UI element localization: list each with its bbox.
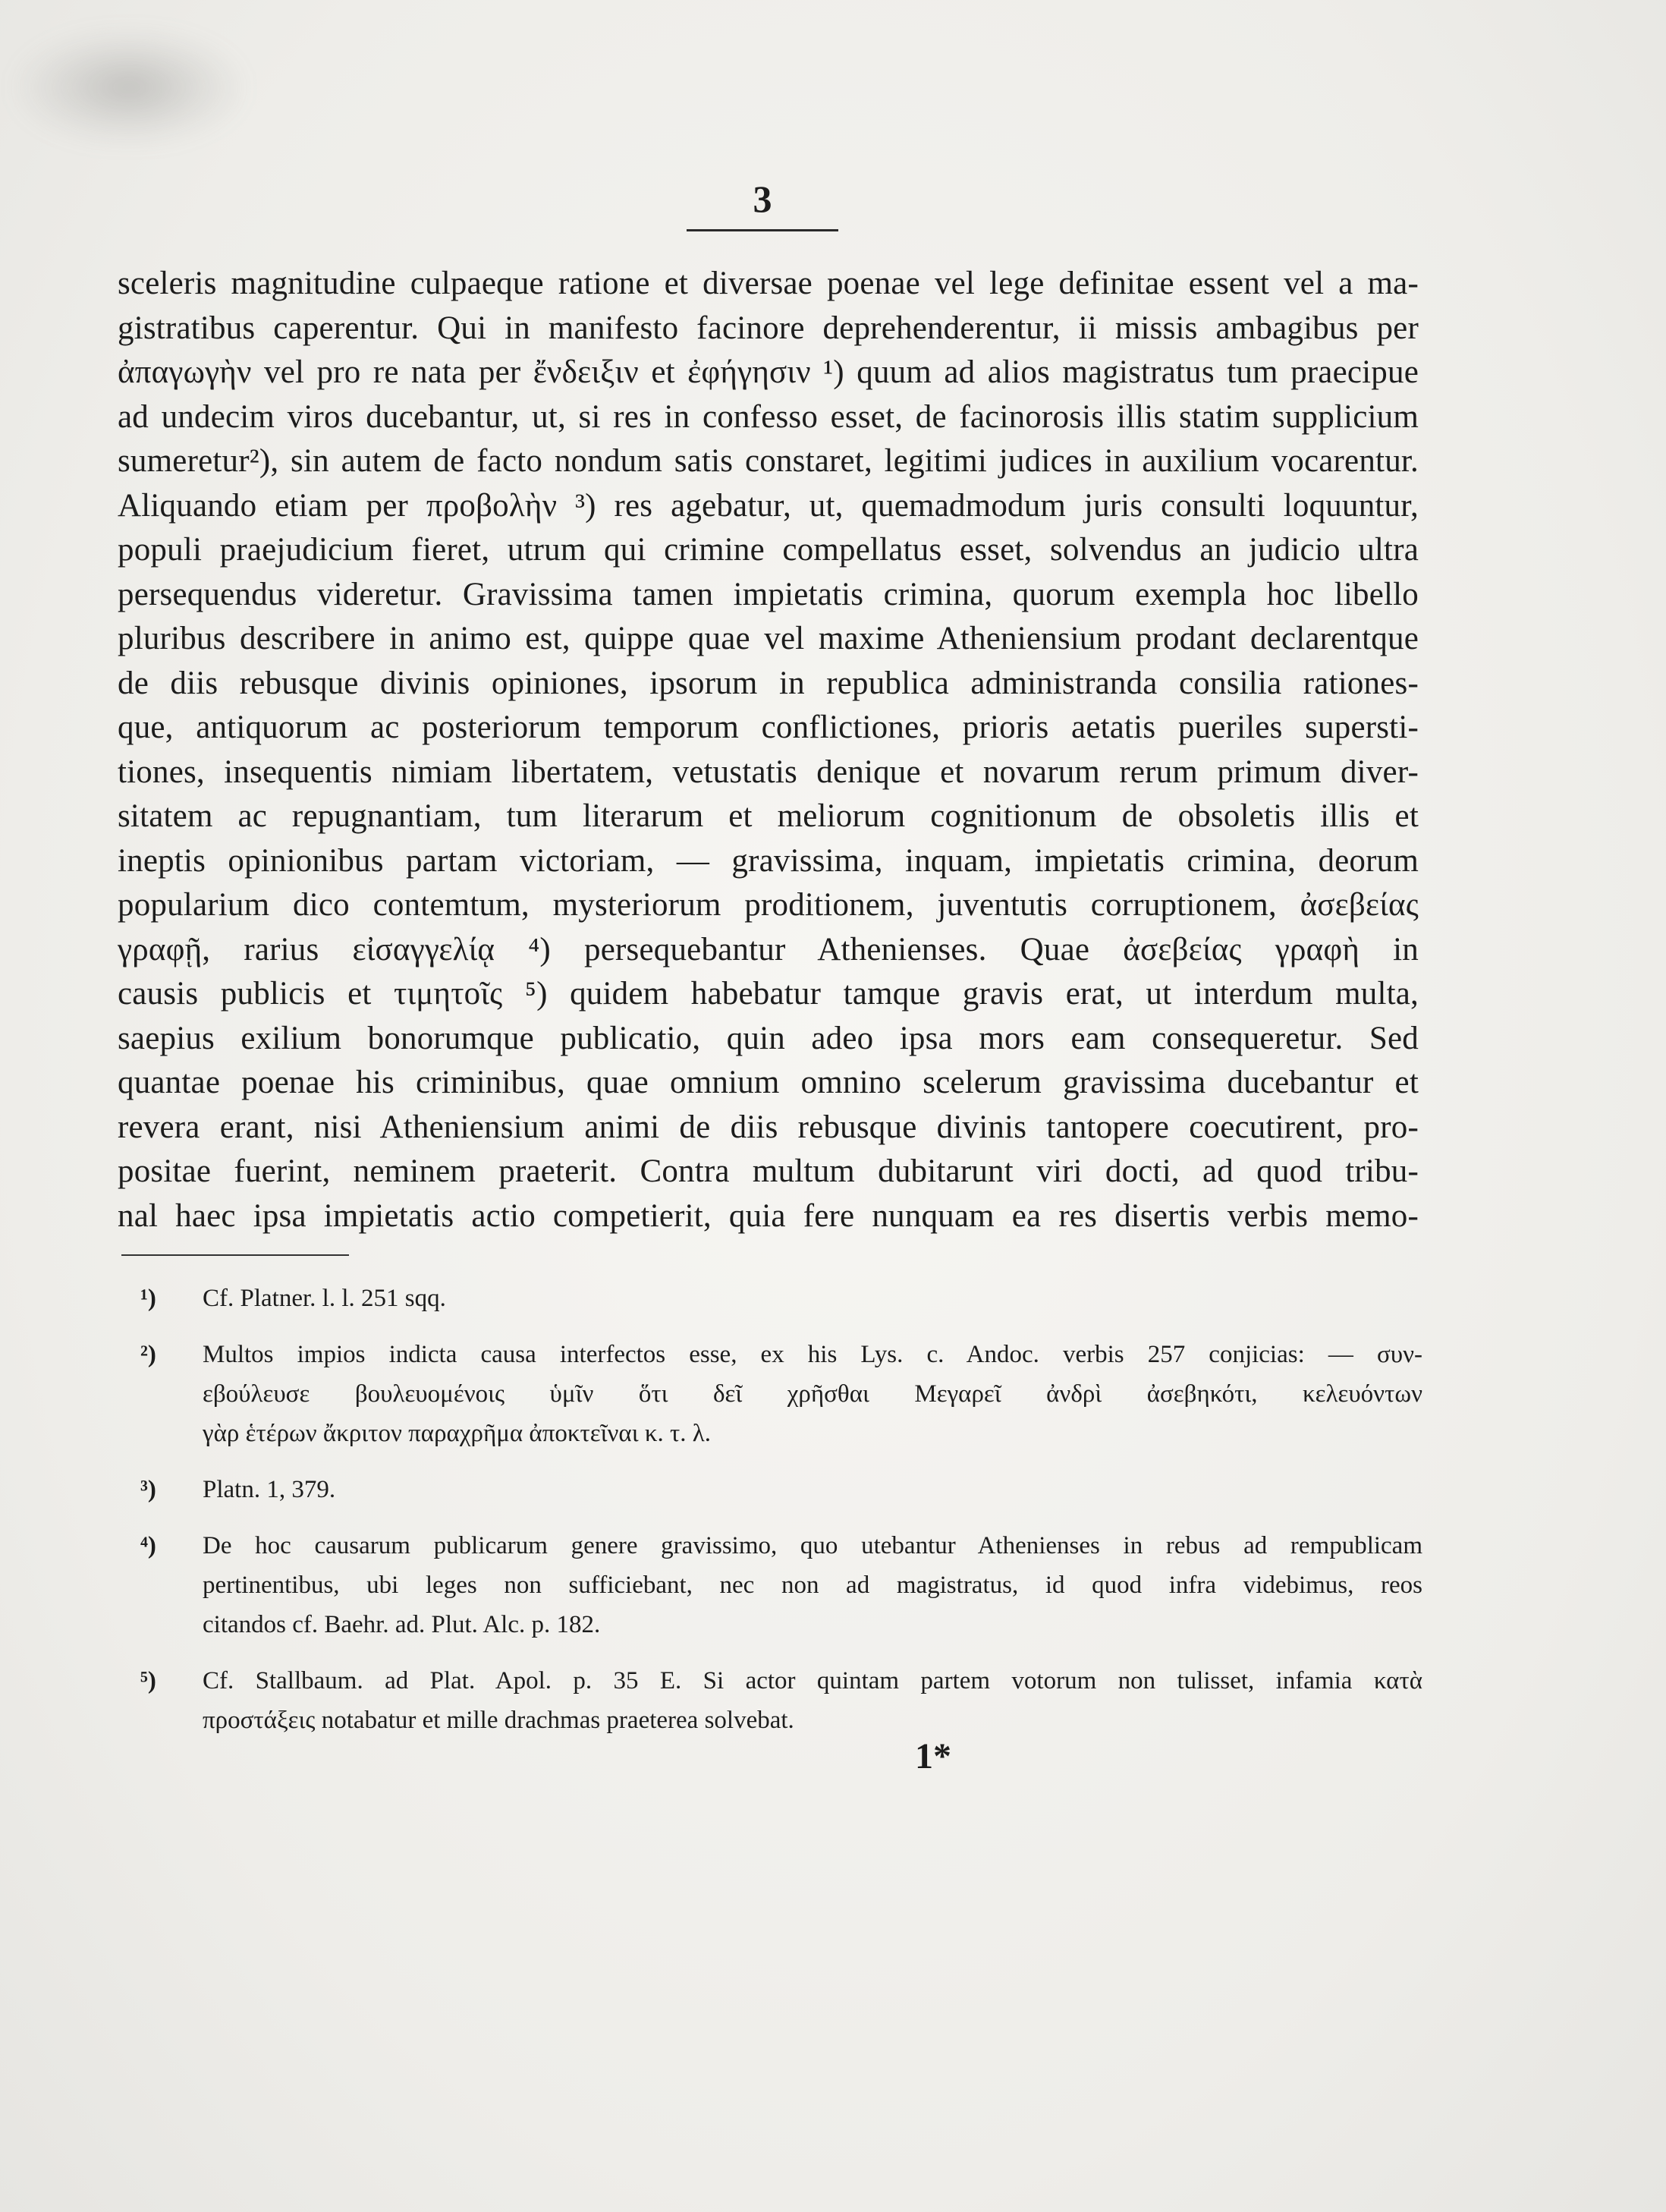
footnote-line: citandos cf. Baehr. ad. Plut. Alc. p. 182.	[203, 1611, 601, 1638]
footnotes	[140, 1279, 1422, 1757]
text-line: quantae poenae his criminibus, quae omnium omnino scelerum gravissima ducebantur et	[118, 1065, 1419, 1100]
footnote-3	[140, 1470, 1422, 1509]
footnote-2	[140, 1335, 1422, 1453]
footnote-line: Multos impios indicta causa interfectos esse, ex his Lys. c. Andoc. verbis 257 conjicias: — συν-	[203, 1341, 1422, 1368]
text-line: sumeretur²), sin autem de facto nondum satis constaret, legitimi judices in auxilium vocarentur.	[118, 443, 1419, 479]
footnote-line: εβούλευσε βουλευομένοις ὑμῖν ὅτι δεῖ χρῆσθαι Μεγαρεῖ ἀνδρὶ ἀσεβηκότι, κελευόντων	[203, 1380, 1422, 1408]
footnote-line: Cf. Platner. l. l. 251 sqq.	[203, 1285, 446, 1312]
footnote-1	[140, 1279, 1422, 1318]
footnote-4	[140, 1526, 1422, 1644]
header-rule	[687, 229, 838, 231]
text-line: ἀπαγωγὴν vel pro re nata per ἔνδειξιν et ἐφήγησιν ¹) quum ad alios magistratus tum praecipue	[118, 354, 1419, 390]
text-line: ad undecim viros ducebantur, ut, si res in confesso esset, de facinorosis illis statim supplicium	[118, 398, 1419, 435]
text-line: revera erant, nisi Atheniensium animi de diis rebusque divinis tantopere coecutirent, pro-	[118, 1109, 1419, 1145]
footnote-5	[140, 1661, 1422, 1740]
text-line: que, antiquorum ac posteriorum temporum conflictiones, prioris aetatis pueriles supersti-	[118, 710, 1419, 745]
footnote-line: προστάξεις notabatur et mille drachmas praeterea solvebat.	[203, 1707, 794, 1734]
text-line: Aliquando etiam per προβολὴν ³) res agebatur, ut, quemadmodum juris consulti loquuntur,	[118, 487, 1419, 524]
footnote-mark: ⁵)	[140, 1667, 156, 1694]
footnote-mark: ⁴)	[140, 1532, 156, 1559]
text-line: positae fuerint, neminem praeterit. Contra multum dubitarunt viri docti, ad quod tribu-	[118, 1153, 1419, 1189]
footnote-rule	[121, 1254, 349, 1256]
footnote-line: Platn. 1, 379.	[203, 1476, 336, 1503]
footnote-line: Cf. Stallbaum. ad Plat. Apol. p. 35 E. Si actor quintam partem votorum non tulisset, infamia κατὰ	[203, 1667, 1422, 1694]
text-line: sitatem ac repugnantiam, tum literarum et meliorum cognitionum de obsoletis illis et	[118, 798, 1419, 834]
text-line: persequendus videretur. Gravissima tamen impietatis crimina, quorum exempla hoc libello	[118, 576, 1419, 612]
footnote-mark: ¹)	[140, 1285, 156, 1312]
text-line: γραφῇ, rarius εἰσαγγελίᾳ ⁴) persequebantur Athenienses. Quae ἀσεβείας γραφὴ in	[118, 931, 1419, 968]
footnote-mark: ³)	[140, 1476, 156, 1503]
body-text	[118, 262, 1419, 1238]
footnote-line: De hoc causarum publicarum genere gravissimo, quo utebantur Athenienses in rebus ad rempublicam	[203, 1532, 1422, 1559]
text-line: nal haec ipsa impietatis actio competierit, quia fere nunquam ea res disertis verbis memo-	[118, 1197, 1419, 1234]
text-line: causis publicis et τιμητοῖς ⁵) quidem habebatur tamque gravis erat, ut interdum multa,	[118, 976, 1419, 1012]
footnote-line: pertinentibus, ubi leges non sufficiebant, nec non ad magistratus, id quod infra videbimus, reos	[203, 1572, 1422, 1599]
text-line: populi praejudicium fieret, utrum qui crimine compellatus esset, solvendus an judicio ultra	[118, 532, 1419, 568]
text-line: de diis rebusque divinis opiniones, ipsorum in republica administranda consilia rationes-	[118, 665, 1419, 701]
text-line: pluribus describere in animo est, quippe quae vel maxime Atheniensium prodant declarentque	[118, 621, 1419, 656]
signature-mark: 1*	[915, 1736, 951, 1776]
footnote-mark: ²)	[140, 1341, 156, 1368]
ink-smudge	[15, 30, 243, 144]
text-line: saepius exilium bonorumque publicatio, quin adeo ipsa mors eam consequeretur. Sed	[118, 1020, 1419, 1056]
text-line: gistratibus caperentur. Qui in manifesto facinore deprehenderentur, ii missis ambagibus per	[118, 310, 1419, 346]
text-line: tiones, insequentis nimiam libertatem, vetustatis denique et novarum rerum primum diver-	[118, 754, 1419, 790]
text-line: sceleris magnitudine culpaeque ratione et diversae poenae vel lege definitae essent vel a ma-	[118, 266, 1419, 301]
text-line: popularium dico contemtum, mysteriorum proditionem, juventutis corruptionem, ἀσεβείας	[118, 887, 1419, 923]
text-line: ineptis opinionibus partam victoriam, — gravissima, inquam, impietatis crimina, deorum	[118, 842, 1419, 879]
footnote-line: γὰρ ἑτέρων ἄκριτον παραχρῆμα ἀποκτεῖναι κ. τ. λ.	[203, 1420, 711, 1447]
page-number: 3	[753, 178, 772, 220]
